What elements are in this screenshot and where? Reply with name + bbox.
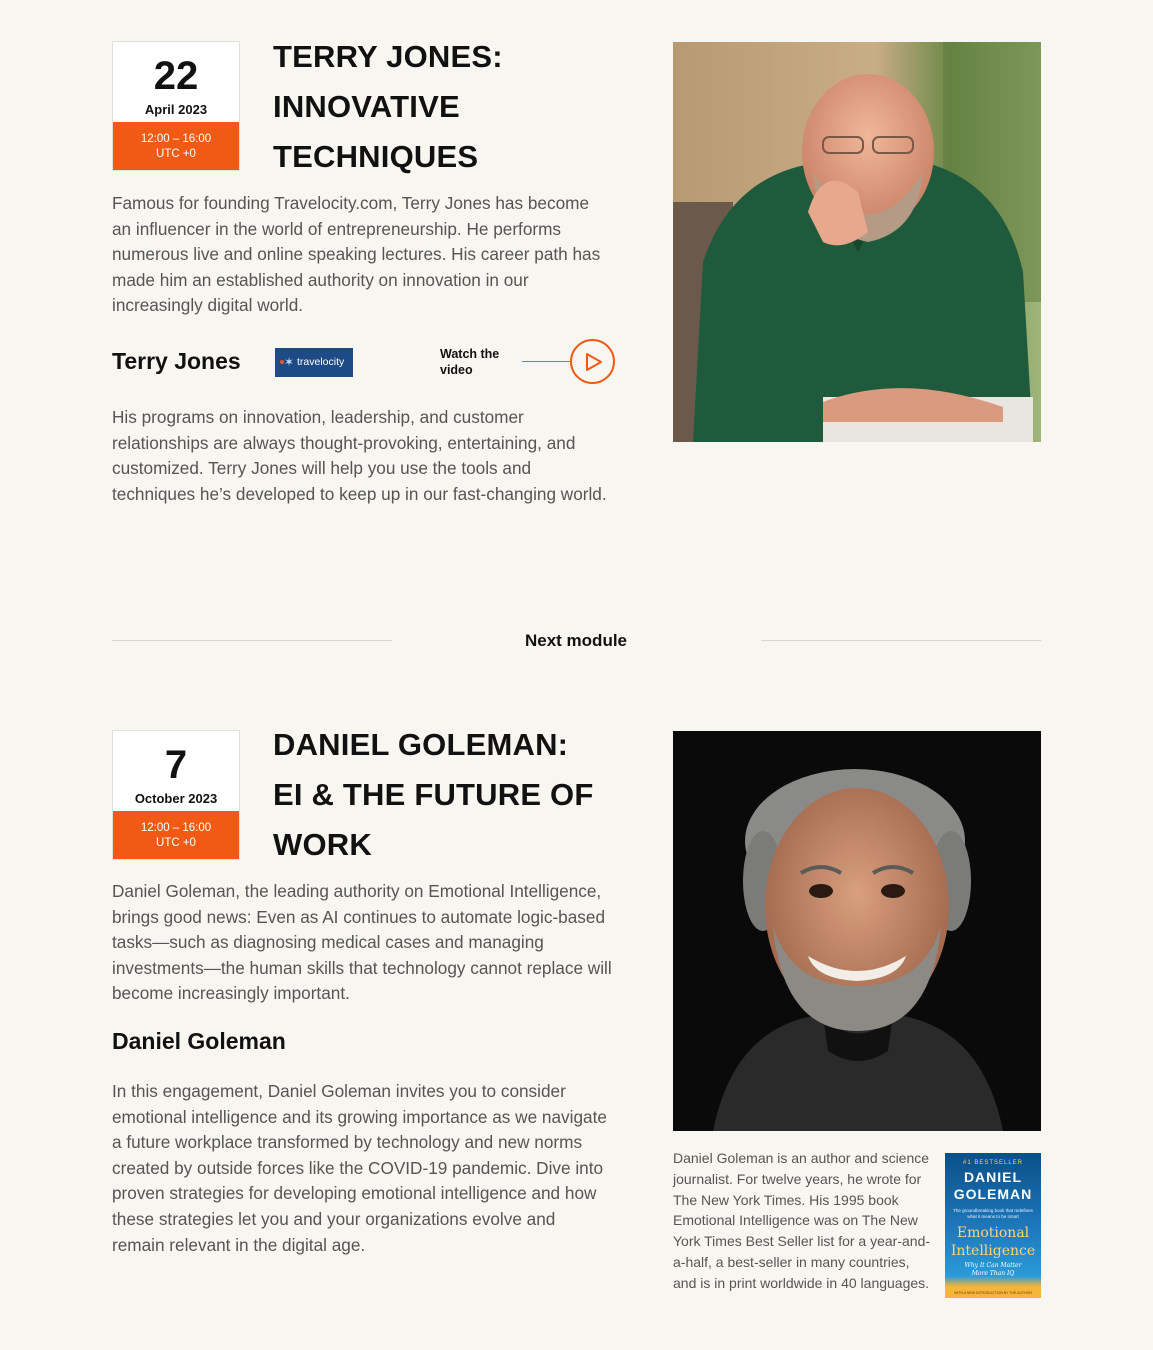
time-range: 12:00 – 16:00: [140, 133, 212, 145]
next-module-label: Next module: [524, 631, 628, 650]
date-day: 7: [164, 743, 188, 787]
book-badge: #1 BESTSELLER: [962, 1160, 1024, 1166]
time-badge: [113, 811, 239, 859]
book-title: Emotional Intelligence: [950, 1225, 1036, 1259]
speaker-name: Terry Jones: [112, 348, 241, 374]
book-author: DANIEL GOLEMAN: [953, 1169, 1033, 1202]
date-card: [112, 41, 240, 171]
dot-icon: [280, 360, 284, 364]
book-cover-emotional-intelligence: [945, 1153, 1041, 1298]
travelocity-logo[interactable]: [275, 348, 353, 377]
book-footer: WITH A NEW INTRODUCTION BY THE AUTHOR: [954, 1291, 1032, 1295]
time-range: 12:00 – 16:00: [140, 822, 212, 834]
speaker-name: Daniel Goleman: [112, 1028, 286, 1054]
date-card: [112, 730, 240, 860]
speaker-photo-daniel-goleman: [673, 731, 1041, 1131]
date-month: October 2023: [134, 791, 218, 806]
watch-video-link[interactable]: Watch the video: [440, 347, 500, 377]
timezone: UTC +0: [156, 147, 196, 160]
date-month: April 2023: [144, 102, 208, 117]
divider-right: [761, 640, 1041, 641]
event-title: TERRY JONES: INNOVATIVE TECHNIQUES: [273, 39, 503, 174]
event-details: In this engagement, Daniel Goleman invites you to consider emotional intelligence and its growing importance as we navigate a future workplace transformed by technology and new norms created by outside forces like the COVID-19 pandemic. Dive into proven strategies for developing emotional intelligence and how these strategies let you and your organizations evolve and remain relevant in the digital age.: [112, 1081, 607, 1255]
event-details: His programs on innovation, leadership, and customer relationships are always thought-provoking, entertaining, and customized. Terry Jones will help you use the tools and techniques he’s developed to keep up in our fast-changing world.: [112, 407, 607, 504]
timezone: UTC +0: [156, 836, 196, 849]
date-day: 22: [153, 54, 199, 98]
book-tagline: The groundbreaking book that redefines what it means to be smart: [953, 1208, 1033, 1219]
event-description: Famous for founding Travelocity.com, Terry Jones has become an influencer in the world of entrepreneurship. He performs numerous live and online speaking lectures. His career path has made him an established authority on innovation in our increasingly digital world.: [112, 193, 601, 316]
speaker-photo-terry-jones: [673, 42, 1041, 442]
play-video-button[interactable]: [570, 339, 615, 384]
speaker-bio: Daniel Goleman is an author and science journalist. For twelve years, he wrote for The New York Times. His 1995 book Emotional Intelligence was on The New York Times Best Seller list for a year-and-a-half, a best-seller in many countries, and is in print worldwide in 40 languages.: [673, 1150, 931, 1291]
time-badge: [113, 122, 239, 170]
logo-text: travelocity: [297, 356, 345, 368]
book-subtitle: Why It Can Matter More Than IQ: [964, 1262, 1022, 1277]
event-description: Daniel Goleman, the leading authority on Emotional Intelligence, brings good news: Even as AI continues to automate logic-based tasks—such as diagnosing medical cases and managing investments—the human skills that technology cannot replace will become increasingly important.: [112, 881, 612, 1004]
watch-connector-line: [522, 361, 570, 362]
play-icon: [585, 352, 603, 372]
event-title: DANIEL GOLEMAN: EI & THE FUTURE OF WORK: [273, 727, 594, 862]
divider-left: [112, 640, 392, 641]
star-icon: ✶: [284, 355, 295, 369]
